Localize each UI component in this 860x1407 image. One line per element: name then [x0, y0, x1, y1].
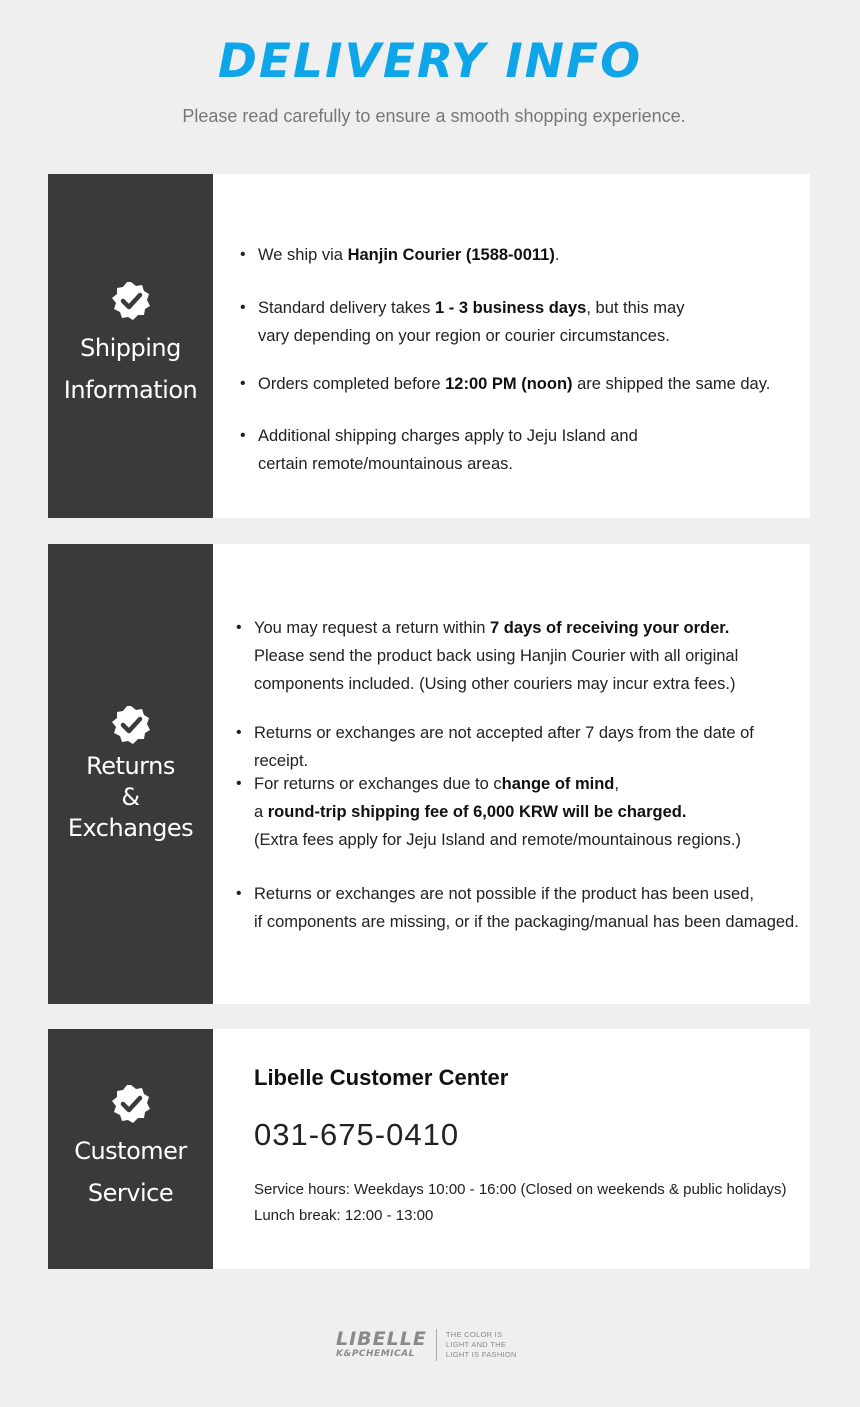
slogan	[446, 1330, 517, 1360]
list-item	[240, 294, 684, 350]
list-item	[236, 614, 738, 698]
shipping-content	[213, 174, 810, 518]
returns-label-line1: Returns	[86, 751, 175, 780]
hours-text: Service hours: Weekdays 10:00 - 16:00 (Closed on weekends & public holidays)	[254, 1181, 787, 1198]
shipping-label-panel	[48, 174, 213, 518]
list-item	[236, 880, 799, 936]
returns-label-line2: &	[121, 782, 140, 811]
phone-number[interactable]: 031-675-0410	[254, 1117, 460, 1152]
divider	[436, 1329, 437, 1361]
bullet-text: Standard delivery takes	[258, 299, 436, 317]
lunch-text: Lunch break: 12:00 - 13:00	[254, 1207, 434, 1224]
bullet-text: Returns or exchanges are not possible if the product has been used,	[254, 885, 754, 903]
bullet-text: if components are missing, or if the packaging/manual has been damaged.	[254, 913, 799, 931]
service-label-line1: Customer	[74, 1137, 187, 1165]
list-item	[240, 241, 559, 269]
bullet-text: , but this may	[586, 299, 685, 317]
list-item	[240, 422, 638, 478]
shipping-label-line2: Information	[63, 376, 198, 404]
bullet-text: components included. (Using other couriers may incur extra fees.)	[254, 675, 736, 693]
shipping-section	[48, 174, 810, 518]
bullet-strong: 1 - 3 business days	[435, 299, 587, 317]
bullet-strong: Hanjin Courier (1588-0011)	[347, 246, 555, 264]
page-title: DELIVERY INFO	[217, 34, 643, 89]
center-name: Libelle Customer Center	[254, 1065, 509, 1090]
returns-label-panel	[48, 544, 213, 1004]
service-label-panel	[48, 1029, 213, 1269]
brand-name: LIBELLE	[336, 1328, 427, 1350]
service-content	[213, 1029, 810, 1269]
bullet-text: Orders completed before	[258, 375, 446, 393]
bullet-strong: hange of mind	[501, 775, 615, 793]
list-item	[240, 370, 770, 398]
brand-logo	[336, 1330, 427, 1360]
returns-label-line3: Exchanges	[67, 813, 194, 842]
check-badge-icon	[111, 281, 151, 321]
bullet-text: a	[254, 803, 268, 821]
service-section	[48, 1029, 810, 1269]
check-badge-icon	[111, 705, 151, 745]
check-badge-icon	[111, 1084, 151, 1124]
bullet-text: ,	[614, 775, 619, 793]
slogan-line: LIGHT IS FASHION	[445, 1350, 517, 1359]
bullet-text: You may request a return within	[254, 619, 491, 637]
bullet-text: We ship via	[258, 246, 348, 264]
slogan-line: LIGHT AND THE	[445, 1340, 507, 1349]
brand-sub: K&PCHEMICAL	[336, 1349, 415, 1359]
shipping-label-line1: Shipping	[80, 334, 181, 362]
bullet-text: are shipped the same day.	[572, 375, 771, 393]
bullet-text: Additional shipping charges apply to Jeju Island and	[258, 427, 638, 445]
bullet-text: (Extra fees apply for Jeju Island and remote/mountainous regions.)	[254, 831, 742, 849]
slogan-line: THE COLOR IS	[445, 1330, 503, 1339]
bullet-text: Returns or exchanges are not accepted after 7 days from the date of receipt.	[254, 724, 754, 770]
bullet-strong: round-trip shipping fee of 6,000 KRW will be charged.	[267, 803, 687, 821]
bullet-strong: 12:00 PM (noon)	[445, 375, 573, 393]
bullet-text: .	[554, 246, 560, 264]
service-hours	[254, 1177, 787, 1229]
list-item	[236, 770, 741, 854]
bullet-text: Please send the product back using Hanjin Courier with all original	[254, 647, 739, 665]
bullet-strong: 7 days of receiving your order.	[490, 619, 730, 637]
list-item	[236, 719, 810, 775]
bullet-text: vary depending on your region or courier circumstances.	[258, 327, 670, 345]
bullet-text: For returns or exchanges due to c	[254, 775, 502, 793]
service-label-line2: Service	[87, 1179, 174, 1207]
footer-logo	[336, 1329, 517, 1361]
page-subtitle: Please read carefully to ensure a smooth shopping experience.	[182, 106, 686, 126]
returns-content	[213, 544, 810, 1004]
returns-section	[48, 544, 810, 1004]
bullet-text: certain remote/mountainous areas.	[258, 455, 513, 473]
